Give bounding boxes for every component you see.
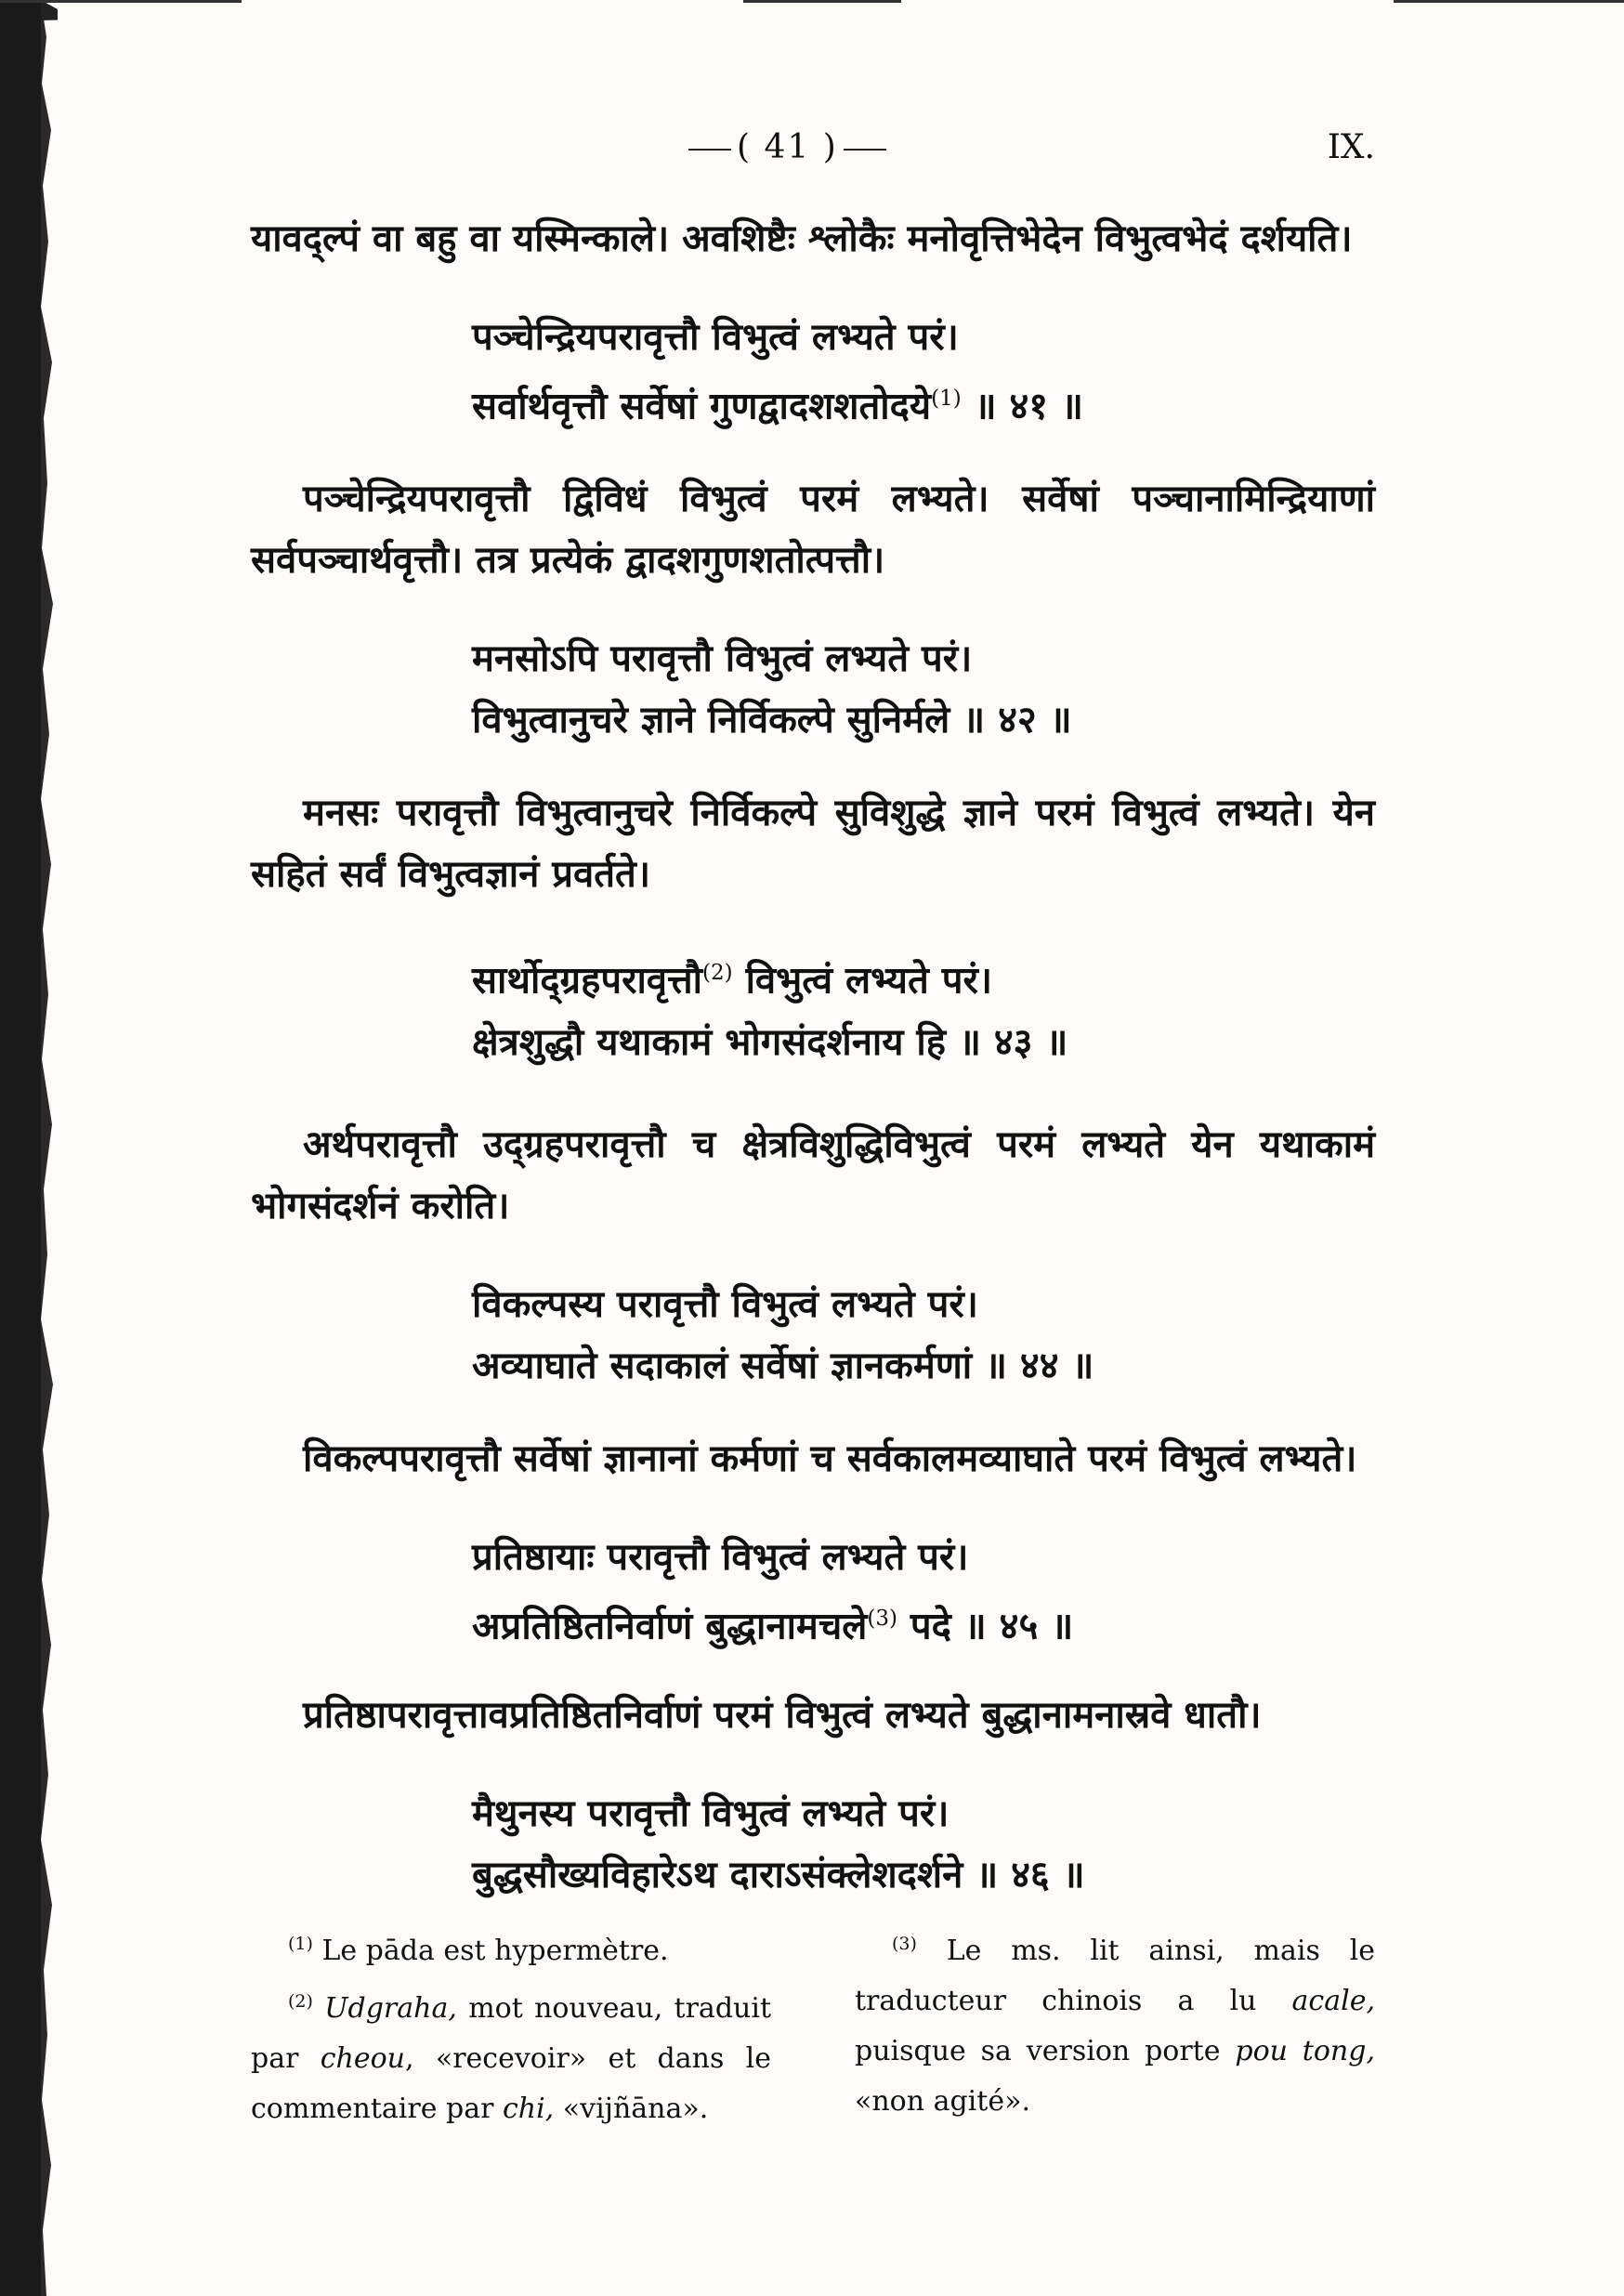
verse-line [472, 1783, 1375, 1844]
page-header [251, 128, 1375, 169]
verse-block [472, 628, 1375, 751]
footnotes-right-column [855, 1919, 1375, 2134]
verse-block [472, 1274, 1375, 1397]
signature-mark: IX. [1327, 128, 1375, 166]
verse-line [472, 942, 1375, 1011]
binding-edge [0, 0, 58, 2296]
left-ornament [688, 149, 731, 151]
verse-text: क्षेत्रशुद्धौ यथाकामं भोगसंदर्शनाय हि ॥ ४३ ॥ [472, 1020, 1068, 1064]
footnote-reference: (2) [702, 961, 733, 986]
footnote-italic-term: Udgraha, [324, 1992, 457, 2025]
top-rule-right [1394, 0, 1624, 3]
footnote-text: puisque sa version porte [855, 2035, 1236, 2067]
verse-text: पञ्चेन्द्रियपरावृत्तौ विभुत्वं लभ्यते परं। [472, 316, 959, 359]
page-number: ( 41 ) [683, 128, 892, 166]
verse-text: बुद्धसौख्यविहारेऽथ दाराऽसंक्लेशदर्शने ॥ ४६ ॥ [472, 1853, 1085, 1896]
prose-paragraph: विकल्पपरावृत्तौ सर्वेषां ज्ञानानां कर्मणां च सर्वकालमव्याघाते परमं विभुत्वं लभ्यते। [303, 1437, 1357, 1480]
verse-block [472, 1527, 1375, 1657]
verse-text: सार्थोद्ग्रहपरावृत्तौ [472, 959, 703, 1003]
main-text [251, 184, 1375, 1906]
verse-line [472, 307, 1375, 368]
verse-line [472, 1335, 1375, 1397]
prose-paragraph: अर्थपरावृत्तौ उद्ग्रहपरावृत्तौ च क्षेत्रविशुद्धिविभुत्वं परमं लभ्यते येन यथाकामं भोगसंदर्शनं करोति। [251, 1122, 1375, 1227]
footnote-text: «non agité». [855, 2085, 1030, 2118]
verse-line [472, 689, 1375, 751]
verse-text-continued: विभुत्वं लभ्यते परं। [732, 959, 992, 1003]
verse-line [472, 1844, 1375, 1906]
verse-line [472, 1274, 1375, 1335]
verse-text: सर्वार्थवृत्तौ सर्वेषां गुणद्वादशशतोदये [472, 385, 932, 428]
verse-text-continued: ॥ ४१ ॥ [961, 385, 1083, 428]
footnotes [251, 1919, 1375, 2134]
footnote [251, 1976, 771, 2134]
footnote-reference: (3) [867, 1606, 897, 1631]
verse-text: अव्याघाते सदाकालं सर्वेषां ज्ञानकर्मणां ॥ ४४ ॥ [472, 1344, 1094, 1387]
verse-text: अप्रतिष्ठितनिर्वाणं बुद्धानामचले [472, 1604, 868, 1647]
footnote-text: Le ms. lit ainsi, mais le traducteur chinois a lu [855, 1935, 1375, 2017]
verse-text: प्रतिष्ठायाः परावृत्तौ विभुत्वं लभ्यते परं। [472, 1535, 969, 1579]
verse-text: विकल्पस्य परावृत्तौ विभुत्वं लभ्यते परं। [472, 1282, 978, 1326]
footnote-italic-term: chi, [502, 2093, 555, 2125]
prose-paragraph: यावद्‌ल्पं वा बहु वा यस्मिन्काले। अवशिष्टैः श्लोकैः मनोवृत्तिभेदेन विभुत्वभेदं दर्शयति। [251, 217, 1353, 260]
prose-paragraph: प्रतिष्ठापरावृत्तावप्रतिष्ठितनिर्वाणं परमं विभुत्वं लभ्यते बुद्धानामनास्रवे धातौ। [303, 1693, 1262, 1737]
footnote-reference: (1) [931, 387, 962, 411]
footnotes-left-column [251, 1919, 771, 2134]
footnote-text: «vijñāna». [554, 2093, 709, 2125]
top-rule-left [0, 0, 242, 3]
verse-text: मनसोऽपि परावृत्तौ विभुत्वं लभ्यते परं। [472, 637, 973, 681]
verse-block [472, 307, 1375, 437]
verse-text: मैथुनस्य परावृत्तौ विभुत्वं लभ्यते परं। [472, 1791, 950, 1835]
footnote-text: Le pāda est hypermètre. [321, 1935, 669, 1967]
footnote-number: (1) [288, 1934, 313, 1954]
footnote-italic-term: cheou [320, 2042, 405, 2075]
verse-block [472, 942, 1375, 1072]
verse-text-continued: पदे ॥ ४५ ॥ [897, 1604, 1074, 1647]
verse-block [472, 1783, 1375, 1906]
footnote [251, 1919, 771, 1976]
verse-line [472, 628, 1375, 689]
footnote-text: mot nouveau, traduit par [251, 1992, 771, 2075]
footnote-number: (3) [892, 1934, 917, 1954]
prose-paragraph: मनसः परावृत्तौ विभुत्वानुचरे निर्विकल्पे सुविशुद्धे ज्ञाने परमं विभुत्वं लभ्यते। येन सहितं सर्वं विभुत्वज्ञानं प्रवर्तते। [251, 792, 1375, 897]
verse-line [472, 1527, 1375, 1588]
right-ornament [844, 149, 886, 151]
footnote-italic-term: pou tong, [1235, 2035, 1375, 2067]
top-rule-middle [743, 0, 901, 3]
footnote [855, 1919, 1375, 2127]
verse-line [472, 1588, 1375, 1657]
verse-line [472, 368, 1375, 437]
verse-text: विभुत्वानुचरे ज्ञाने निर्विकल्पे सुनिर्मले ॥ ४२ ॥ [472, 699, 1072, 742]
footnote-text: , «recevoir» et dans le commentaire par [251, 2042, 772, 2125]
verse-line [472, 1012, 1375, 1073]
footnote-italic-term: acale, [1291, 1985, 1375, 2017]
footnote-number: (2) [288, 1991, 313, 2012]
prose-paragraph: पञ्चेन्द्रियपरावृत्तौ द्विविधं विभुत्वं परमं लभ्यते। सर्वेषां पञ्चानामिन्द्रियाणां सर्वपञ्चार्थवृत्तौ। तत्र प्रत्येकं द्वादशगुणशतोत्पत्तौ। [251, 478, 1375, 583]
